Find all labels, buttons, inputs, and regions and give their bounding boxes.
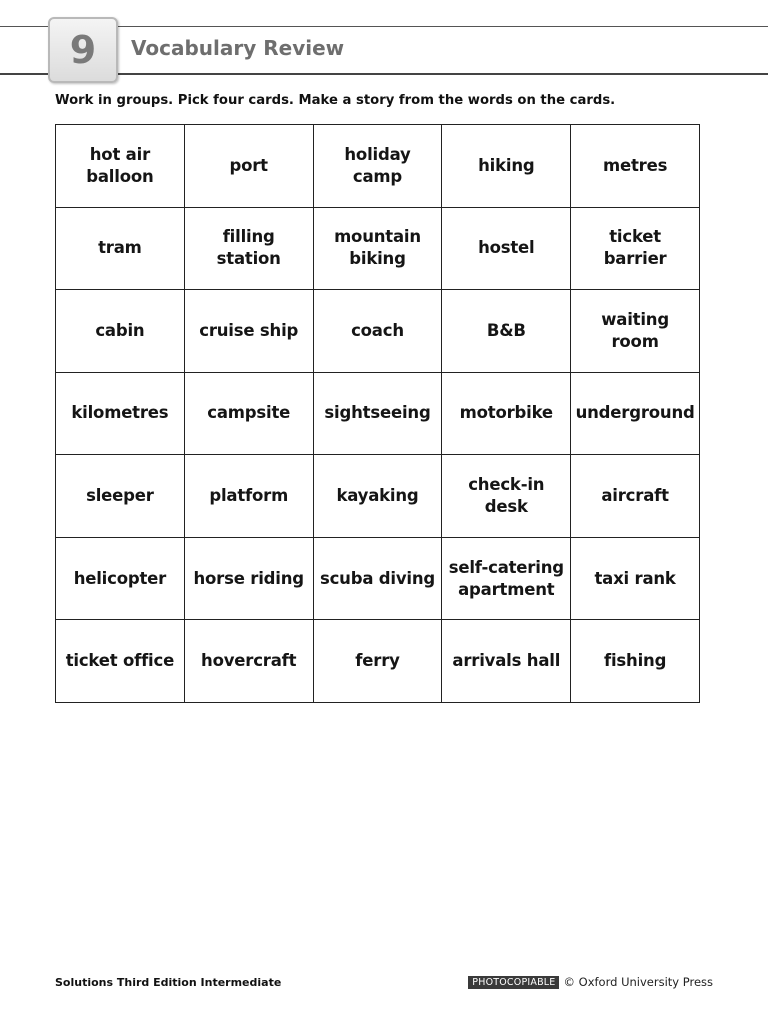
card-word: filling station bbox=[216, 227, 281, 269]
card-word: horse riding bbox=[193, 568, 304, 588]
footer-book-title: Solutions Third Edition Intermediate bbox=[55, 976, 282, 989]
card-word: helicopter bbox=[73, 568, 167, 588]
card-word: coach bbox=[351, 320, 404, 340]
card-word: tram bbox=[98, 238, 142, 258]
card-word: sleeper bbox=[86, 486, 154, 506]
unit-number: 9 bbox=[69, 28, 97, 72]
card-word: self-catering apartment bbox=[448, 557, 564, 599]
vocab-card bbox=[56, 455, 185, 538]
card-word: fishing bbox=[603, 651, 667, 671]
card-word: platform bbox=[209, 486, 289, 506]
vocab-card bbox=[442, 373, 571, 456]
vocab-card bbox=[185, 125, 314, 208]
instruction-text: Work in groups. Pick four cards. Make a story from the words on the cards. bbox=[55, 93, 616, 108]
vocab-card bbox=[56, 208, 185, 291]
card-word: ticket office bbox=[65, 651, 175, 671]
card-word: port bbox=[229, 155, 268, 175]
vocab-card bbox=[314, 125, 443, 208]
card-word: hot air balloon bbox=[86, 144, 154, 186]
vocab-card bbox=[314, 290, 443, 373]
vocab-card bbox=[442, 125, 571, 208]
card-word: sightseeing bbox=[324, 403, 431, 423]
card-word: aircraft bbox=[601, 486, 669, 506]
card-word: kayaking bbox=[336, 486, 419, 506]
vocab-card bbox=[314, 208, 443, 291]
vocab-card bbox=[56, 538, 185, 621]
vocab-card bbox=[314, 455, 443, 538]
vocab-card bbox=[314, 373, 443, 456]
vocab-card bbox=[571, 620, 700, 703]
card-word: metres bbox=[602, 155, 668, 175]
card-word: hiking bbox=[478, 155, 535, 175]
card-word: campsite bbox=[207, 403, 291, 423]
vocab-card bbox=[185, 455, 314, 538]
card-word: arrivals hall bbox=[452, 651, 561, 671]
vocab-card bbox=[56, 125, 185, 208]
vocab-card bbox=[185, 373, 314, 456]
card-word: cabin bbox=[95, 320, 145, 340]
unit-number-box bbox=[48, 17, 118, 83]
copyright-text: © Oxford University Press bbox=[563, 975, 713, 989]
photocopiable-badge: PHOTOCOPIABLE bbox=[468, 976, 559, 989]
vocab-card bbox=[571, 208, 700, 291]
vocab-card bbox=[442, 620, 571, 703]
vocab-card bbox=[185, 620, 314, 703]
vocab-card bbox=[56, 620, 185, 703]
vocab-card bbox=[314, 620, 443, 703]
vocabulary-card-grid bbox=[55, 124, 700, 703]
vocab-card bbox=[442, 538, 571, 621]
vocab-card bbox=[185, 208, 314, 291]
vocab-card bbox=[56, 373, 185, 456]
card-word: taxi rank bbox=[594, 568, 676, 588]
vocab-card bbox=[571, 290, 700, 373]
card-word: mountain biking bbox=[334, 227, 421, 269]
card-word: cruise ship bbox=[199, 320, 299, 340]
card-word: waiting room bbox=[601, 309, 669, 351]
card-word: ferry bbox=[355, 651, 400, 671]
card-word: scuba diving bbox=[319, 568, 436, 588]
vocab-card bbox=[442, 455, 571, 538]
vocab-card bbox=[185, 290, 314, 373]
card-word: kilometres bbox=[71, 403, 169, 423]
footer-copyright bbox=[468, 975, 713, 989]
card-word: B&B bbox=[486, 320, 526, 340]
card-word: motorbike bbox=[459, 403, 553, 423]
card-word: ticket barrier bbox=[603, 227, 667, 269]
vocab-card bbox=[314, 538, 443, 621]
card-word: hovercraft bbox=[201, 651, 297, 671]
vocab-card bbox=[185, 538, 314, 621]
vocab-card bbox=[571, 125, 700, 208]
card-word: hostel bbox=[478, 238, 535, 258]
vocab-card bbox=[571, 538, 700, 621]
card-word: holiday camp bbox=[344, 144, 411, 186]
vocab-card bbox=[442, 208, 571, 291]
vocab-card bbox=[571, 455, 700, 538]
page-title: Vocabulary Review bbox=[131, 36, 345, 60]
vocab-card bbox=[442, 290, 571, 373]
vocab-card bbox=[571, 373, 700, 456]
vocab-card bbox=[56, 290, 185, 373]
card-word: underground bbox=[575, 403, 695, 423]
card-word: check-in desk bbox=[468, 475, 545, 517]
